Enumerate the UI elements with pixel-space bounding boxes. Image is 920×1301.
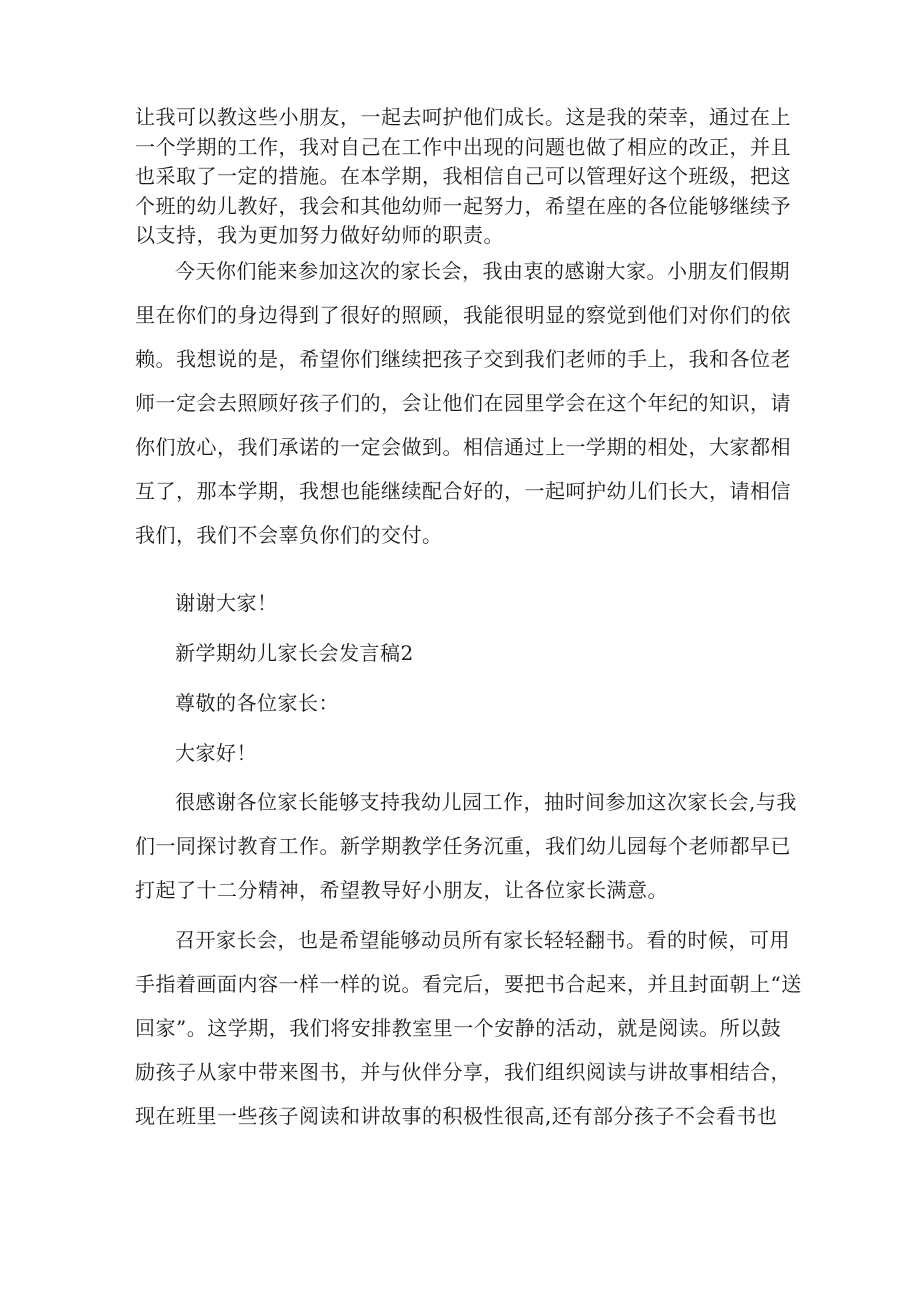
paragraph-8 bbox=[135, 918, 802, 1138]
paragraph-line: 打起了十二分精神，希望教导好小朋友，让各位家长满意。 bbox=[135, 878, 668, 902]
paragraph-line: 赖。我想说的是，希望你们继续把孩子交到我们老师的手上，我和各位老 bbox=[135, 347, 791, 371]
heading-line: 新学期幼儿家长会发言稿2 bbox=[175, 641, 414, 665]
paragraph-line: 以支持，我为更加努力做好幼师的职责。 bbox=[135, 223, 504, 247]
paragraph-line: 谢谢大家！ bbox=[175, 591, 278, 615]
paragraph-line: 我们，我们不会辜负你们的交付。 bbox=[135, 523, 443, 547]
paragraph-line: 尊敬的各位家长： bbox=[175, 691, 339, 715]
paragraph-line: 回家”。这学期，我们将安排教室里一个安静的活动，就是阅读。所以鼓 bbox=[135, 1016, 782, 1040]
paragraph-line: 你们放心，我们承诺的一定会做到。相信通过上一学期的相处，大家都相 bbox=[135, 435, 791, 459]
salutation bbox=[135, 681, 795, 725]
greeting bbox=[135, 731, 795, 775]
paragraph-line: 个班的幼儿教好，我会和其他幼师一起努力，希望在座的各位能够继续予 bbox=[135, 193, 791, 218]
section-title bbox=[135, 631, 795, 675]
paragraph-7 bbox=[135, 780, 795, 912]
paragraph-1 bbox=[135, 103, 795, 251]
paragraph-line: 们一同探讨教育工作。新学期教学任务沉重，我们幼儿园每个老师都早已 bbox=[135, 834, 791, 858]
paragraph-line: 也采取了一定的措施。在本学期，我相信自己可以管理好这个班级，把这 bbox=[135, 164, 791, 188]
paragraph-2 bbox=[135, 249, 795, 557]
paragraph-line: 里在你们的身边得到了很好的照顾，我能很明显的察觉到他们对你们的依 bbox=[135, 303, 791, 327]
paragraph-line: 师一定会去照顾好孩子们的，会让他们在园里学会在这个年纪的知识，请 bbox=[135, 391, 791, 415]
paragraph-line: 召开家长会，也是希望能够动员所有家长轻轻翻书。看的时候，可用 bbox=[175, 928, 790, 952]
paragraph-line: 励孩子从家中带来图书，并与伙伴分享，我们组织阅读与讲故事相结合， bbox=[135, 1060, 791, 1084]
paragraph-line: 互了，那本学期，我想也能继续配合好的，一起呵护幼儿们长大，请相信 bbox=[135, 479, 791, 503]
paragraph-line: 现在班里一些孩子阅读和讲故事的积极性很高,还有部分孩子不会看书也 bbox=[135, 1104, 778, 1128]
paragraph-line: 大家好！ bbox=[175, 741, 257, 765]
thanks-line bbox=[135, 581, 795, 625]
paragraph-line: 今天你们能来参加这次的家长会，我由衷的感谢大家。小朋友们假期 bbox=[175, 259, 790, 283]
paragraph-line: 手指着画面内容一样一样的说。看完后，要把书合起来，并且封面朝上“送 bbox=[135, 972, 802, 996]
paragraph-line: 一个学期的工作，我对自己在工作中出现的问题也做了相应的改正，并且 bbox=[135, 134, 791, 159]
paragraph-line: 很感谢各位家长能够支持我幼儿园工作，抽时间参加这次家长会,与我 bbox=[175, 790, 797, 814]
paragraph-line: 让我可以教这些小朋友，一起去呵护他们成长。这是我的荣幸，通过在上 bbox=[135, 105, 791, 129]
